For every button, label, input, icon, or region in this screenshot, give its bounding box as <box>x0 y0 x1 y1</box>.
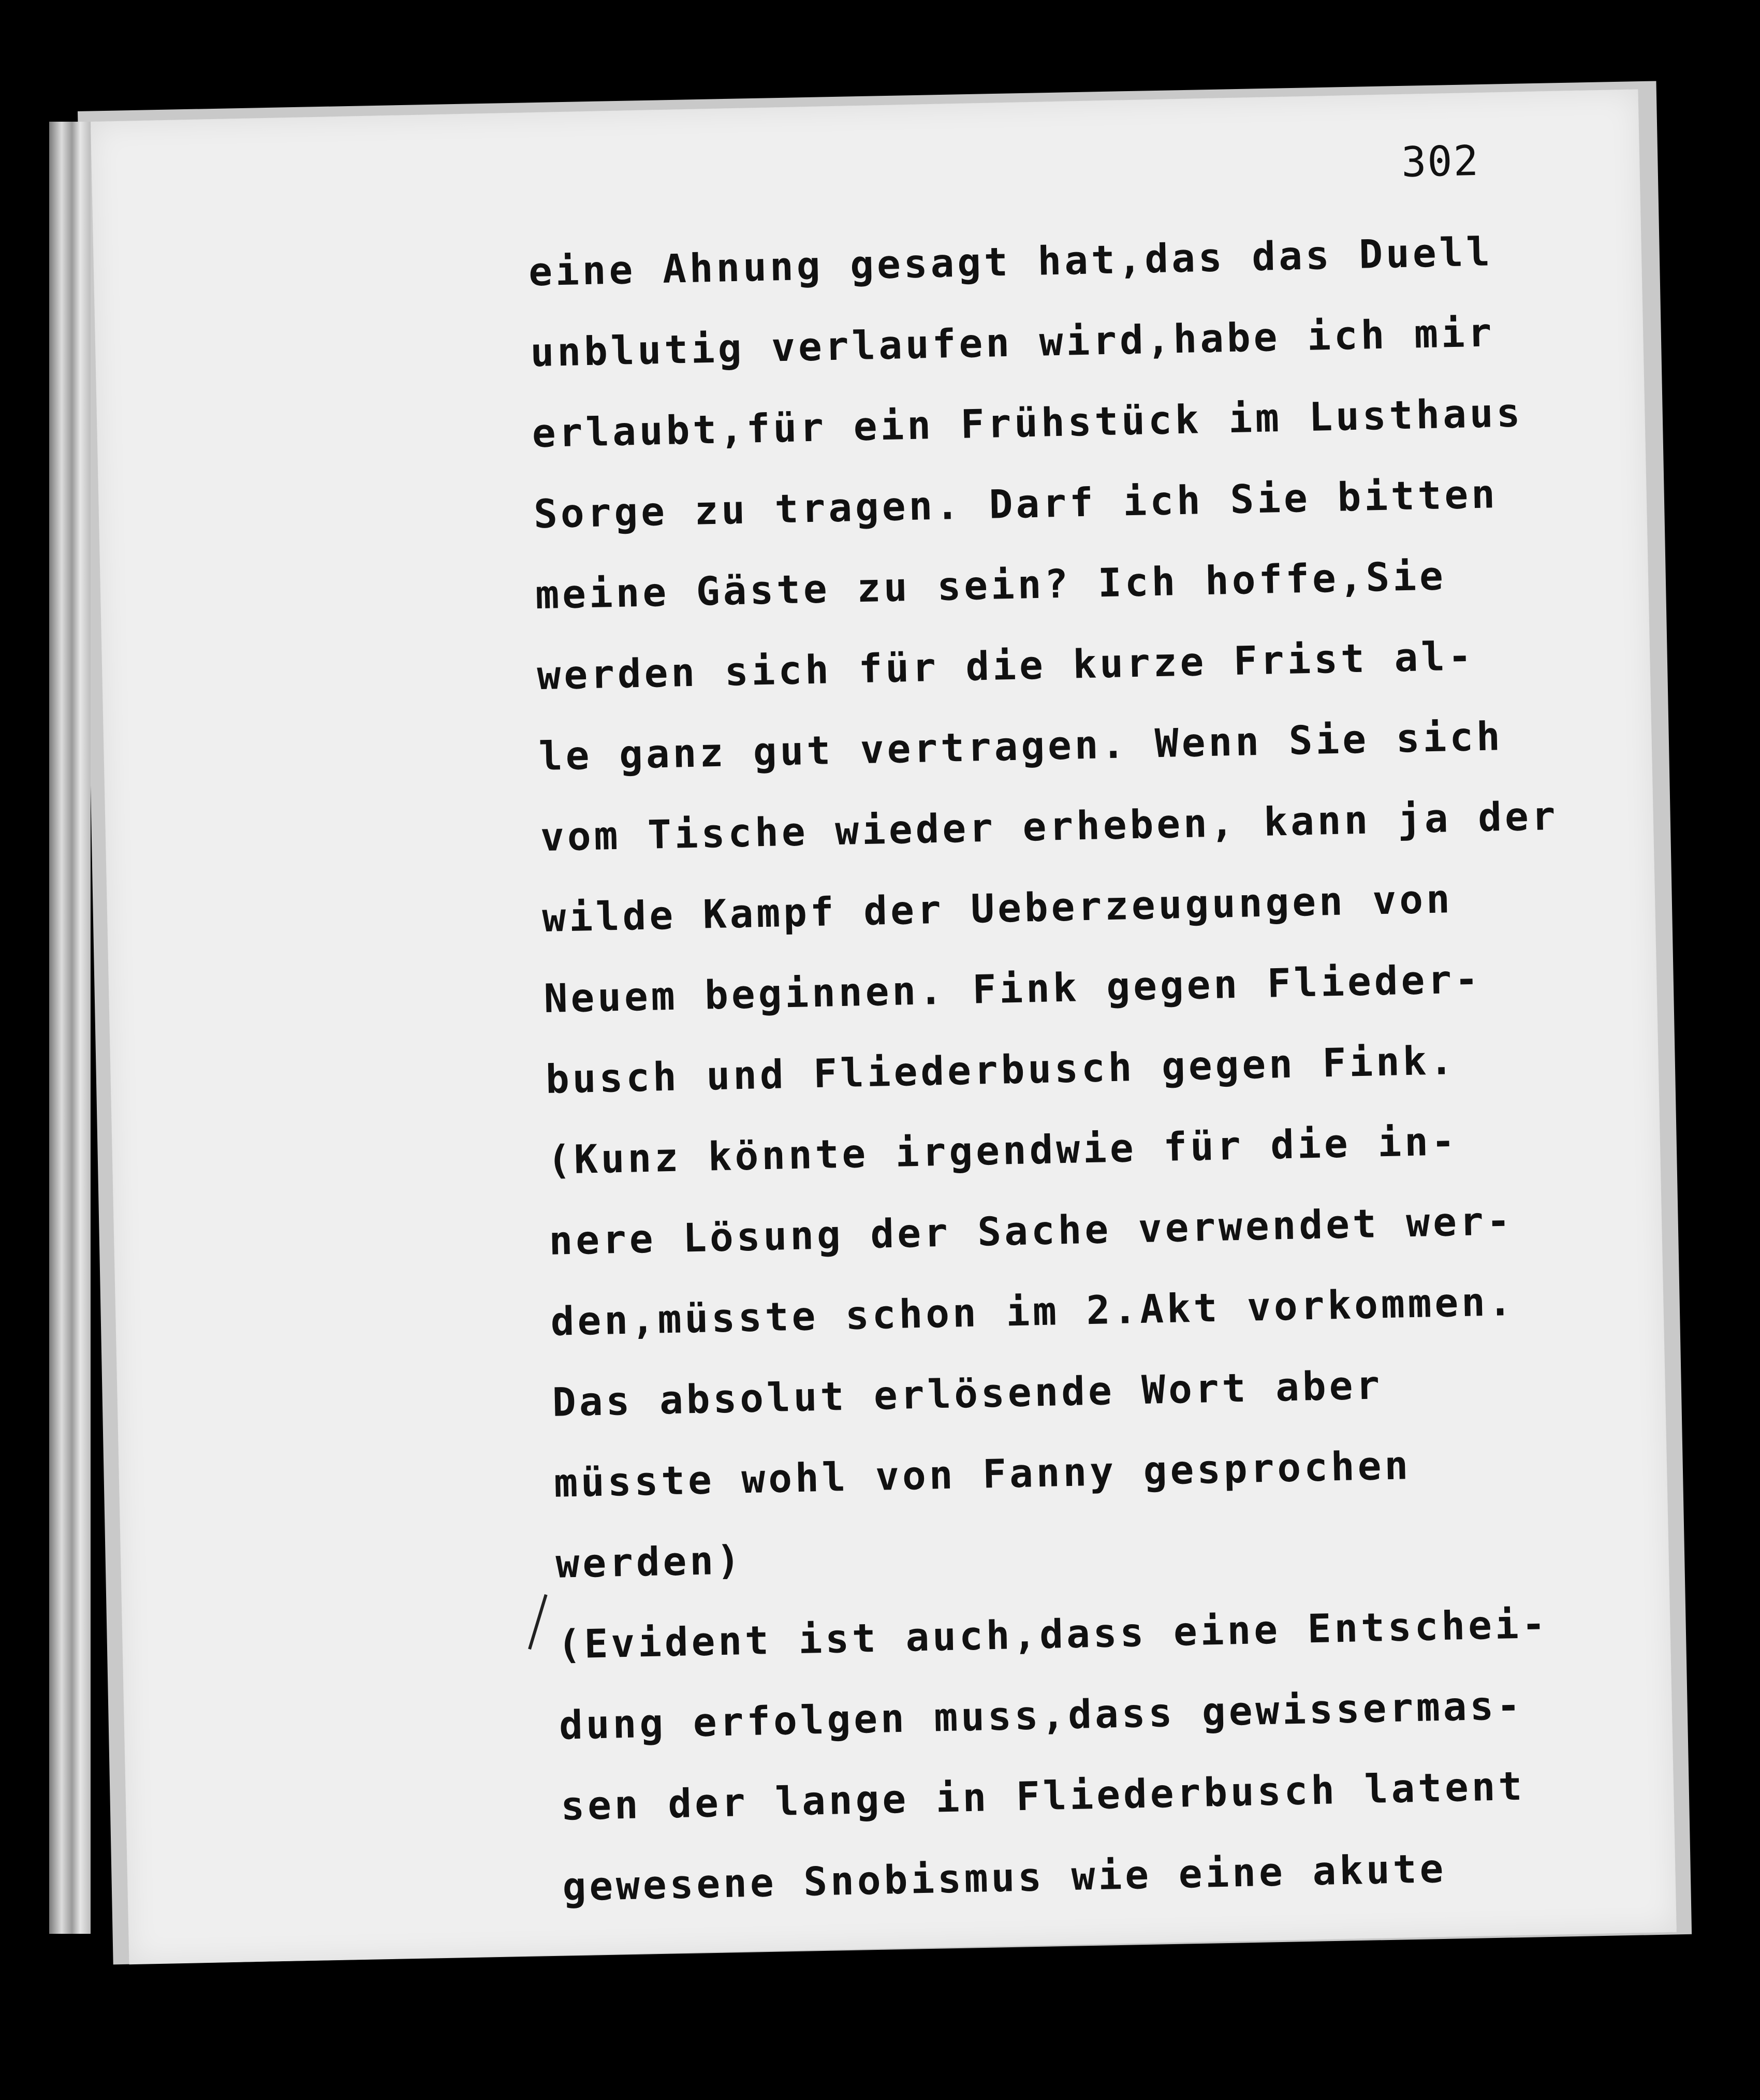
text-line: dung erfolgen muss,dass gewissermas- <box>559 1682 1524 1748</box>
pencil-margin-mark <box>528 1594 548 1650</box>
text-line: nere Lösung der Sache verwendet wer- <box>548 1197 1514 1264</box>
text-line: werden sich für die kurze Frist al- <box>536 633 1475 699</box>
text-line: busch und Fliederbusch gegen Fink. <box>545 1037 1457 1102</box>
text-line: le ganz gut vertragen. Wenn Sie sich <box>538 713 1504 780</box>
text-line: vom Tische wieder erheben, kann ja der <box>540 792 1559 861</box>
text-line: werden) <box>555 1537 744 1587</box>
text-line: eine Ahnung gesagt hat,das das Duell <box>528 228 1493 295</box>
text-line: unblutig verlaufen wird,habe ich mir <box>530 309 1495 376</box>
text-line: gewesene Snobismus wie eine akute <box>562 1845 1447 1910</box>
text-line: Neuem beginnen. Fink gegen Flieder- <box>543 956 1482 1022</box>
text-line: Sorge zu tragen. Darf ich Sie bitten <box>533 471 1499 537</box>
page-number: 302 <box>1401 136 1480 186</box>
typed-text-body <box>528 209 1640 1928</box>
stacked-page-edges <box>49 122 91 1934</box>
text-line: meine Gäste zu sein? Ich hoffe,Sie <box>535 552 1447 618</box>
text-line: wilde Kampf der Ueberzeugungen von <box>541 876 1454 941</box>
text-line: (Kunz könnte irgendwie für die in- <box>547 1118 1459 1183</box>
text-line: Das absolut erlösende Wort aber <box>552 1362 1384 1425</box>
text-line: den,müsste schon im 2.Akt vorkommen. <box>550 1278 1516 1345</box>
typescript-page <box>91 89 1677 1964</box>
text-line: müsste wohl von Fanny gesprochen <box>553 1442 1412 1506</box>
text-line: sen der lange in Fliederbusch latent <box>560 1762 1526 1829</box>
text-line: erlaubt,für ein Frühstück im Lusthaus <box>531 389 1524 457</box>
text-line: (Evident ist auch,dass eine Entschei- <box>556 1600 1549 1668</box>
